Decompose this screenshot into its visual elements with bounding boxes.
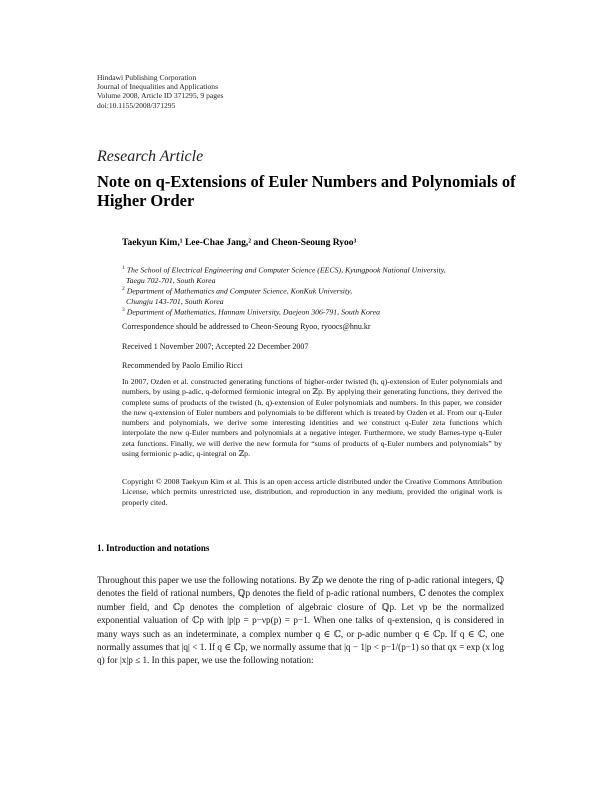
journal-name: Journal of Inequalities and Applications: [97, 82, 219, 92]
affiliation-line: Chungju 143-701, South Korea: [126, 296, 224, 306]
affiliation-line: Department of Mathematics and Computer Science, KonKuk University,: [126, 286, 353, 296]
doi[interactable]: doi:10.1155/2008/371295: [97, 100, 176, 110]
affiliation-3: [122, 305, 502, 318]
copyright-notice: Copyright © 2008 Taekyun Kim et al. This is an open access article distributed under the Creative Commons Attribution License, which permits unrestricted use, distribution, and reproduction in any medium, provided the original work is properly cited.: [122, 477, 502, 507]
affiliation-number: 3: [122, 307, 125, 313]
journal-header: [97, 73, 397, 110]
affiliation-number: 1: [122, 265, 125, 271]
received-accepted: Received 1 November 2007; Accepted 22 December 2007: [122, 342, 309, 351]
volume-info: Volume 2008, Article ID 371295, 9 pages: [97, 91, 224, 101]
recommended-by: Recommended by Paolo Emilio Ricci: [122, 361, 243, 370]
affiliation-line: Department of Mathematics, Hannam University, Daejeon 306-791, South Korea: [126, 307, 380, 317]
affiliation-number: 2: [122, 286, 125, 292]
paper-title: Note on q-Extensions of Euler Numbers and Polynomials of Higher Order: [97, 172, 516, 210]
affiliation-2: [122, 284, 502, 307]
affiliation-line: The School of Electrical Engineering and Computer Science (EECS), Kyungpook National University,: [126, 265, 446, 275]
affiliation-line: Taegu 702-701, South Korea: [126, 275, 216, 285]
affiliation-1: [122, 263, 502, 286]
article-type: Research Article: [97, 148, 204, 165]
publisher-name: Hindawi Publishing Corporation: [97, 73, 197, 82]
correspondence: Correspondence should be addressed to Cheon-Seoung Ryoo, ryoocs@hnu.kr: [122, 322, 371, 331]
abstract: In 2007, Ozden et al. constructed generating functions of higher-order twisted (h, q)-extension of Euler polynomials and numbers, by using p-adic, q-deformed fermionic integral on ℤp. By applying their generating functions, they derived the complete sums of products of the twisted (h, q)-extension of Euler polynomials and numbers. In this paper, we consider the new q-extension of Euler numbers and polynomials to be different which is treated by Ozden et al. From our q-Euler numbers and polynomials, we derive some interesting identities and we construct q-Euler zeta functions which interpolate the new q-Euler numbers and polynomials at a negative integer. Furthermore, we study Barnes-type q-Euler zeta functions. Finally, we will derive the new formula for “sums of products of q-Euler numbers and polynomials” by using fermionic p-adic, q-integral on ℤp.: [122, 377, 502, 459]
body-paragraph: Throughout this paper we use the following notations. By ℤp we denote the ring of p-adic rational integers, ℚ denotes the field of rational numbers, ℚp denotes the field of p-adic rational numbers, ℂ denotes the complex number field, and ℂp denotes the completion of algebraic closure of ℚp. Let νp be the normalized exponential valuation of ℂp with |p|p = p−νp(p) = p−1. When one talks of q-extension, q is considered in many ways such as an indeterminate, a complex number q ∈ ℂ, or p-adic number q ∈ ℂp. If q ∈ ℂ, one normally assumes that |q| < 1. If q ∈ ℂp, we normally assume that |q − 1|p < p−1/(p−1) so that qx = exp (x log q) for |x|p ≤ 1. In this paper, we use the following notation:: [97, 575, 504, 666]
section-heading: 1. Introduction and notations: [97, 543, 210, 553]
author-list: Taekyun Kim,¹ Lee-Chae Jang,² and Cheon-Seoung Ryoo³: [122, 238, 357, 248]
